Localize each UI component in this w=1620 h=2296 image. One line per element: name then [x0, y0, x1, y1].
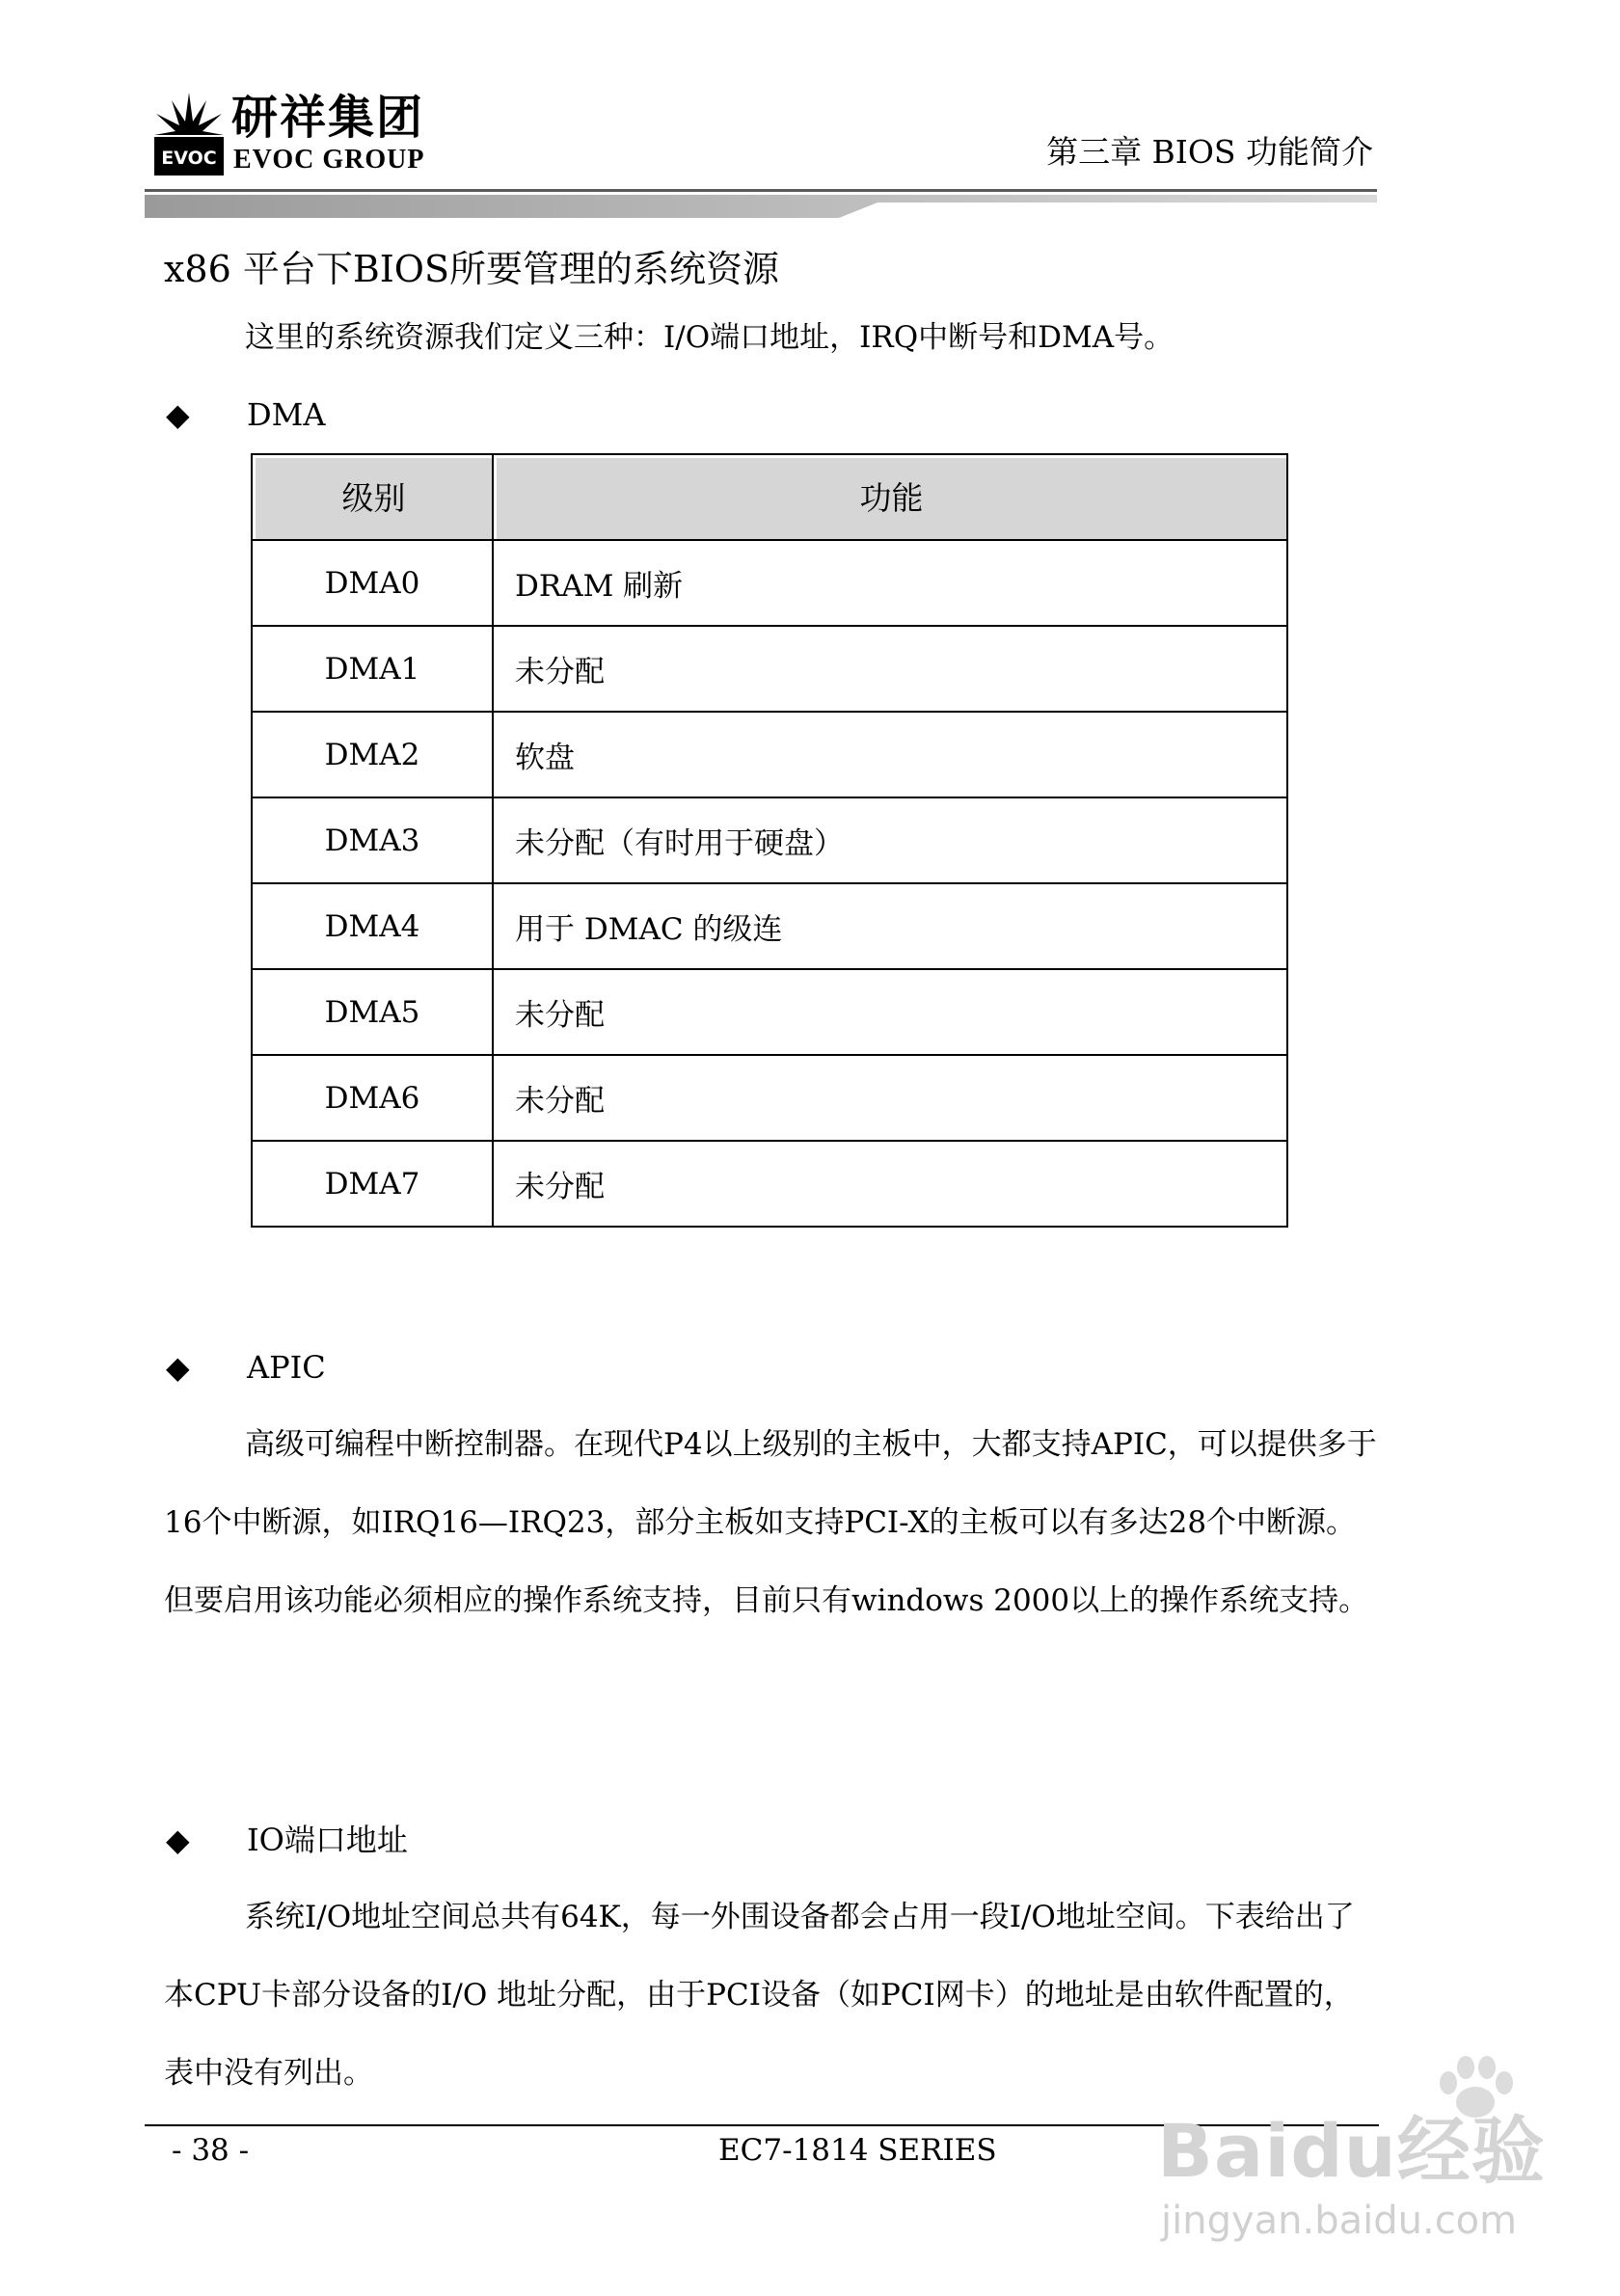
bullet-apic	[166, 1348, 326, 1387]
intro-paragraph: 这里的系统资源我们定义三种：I/O端口地址，IRQ中断号和DMA号。	[245, 320, 1174, 355]
bullet-label: DMA	[247, 396, 326, 433]
table-row	[252, 883, 1287, 969]
dma-table	[251, 453, 1288, 1228]
cell-function: 未分配	[493, 1141, 1287, 1227]
section-title: x86 平台下BIOS所要管理的系统资源	[164, 248, 779, 290]
bullet-label: IO端口地址	[247, 1822, 408, 1858]
page-number: - 38 -	[172, 2133, 250, 2168]
cell-function: 软盘	[493, 712, 1287, 797]
cell-level: DMA6	[252, 1055, 493, 1141]
table-row	[252, 969, 1287, 1055]
evoc-logo-mark-icon	[154, 93, 224, 176]
evoc-logo	[154, 93, 444, 176]
header-level: 级别	[252, 454, 493, 540]
bullet-label: APIC	[247, 1349, 326, 1386]
cell-level: DMA3	[252, 797, 493, 883]
cell-level: DMA0	[252, 540, 493, 626]
cell-level: DMA7	[252, 1141, 493, 1227]
cell-function: 未分配	[493, 1055, 1287, 1141]
table-header-row	[252, 454, 1287, 540]
table-row	[252, 712, 1287, 797]
header-function: 功能	[493, 454, 1287, 540]
cell-function: 用于 DMAC 的级连	[493, 883, 1287, 969]
bullet-io-port	[166, 1821, 408, 1859]
cell-level: DMA5	[252, 969, 493, 1055]
table-row	[252, 540, 1287, 626]
watermark-main-text: Baidu经验	[1157, 2108, 1546, 2194]
cell-level: DMA4	[252, 883, 493, 969]
cell-function: DRAM 刷新	[493, 540, 1287, 626]
diamond-bullet-icon: ◆	[166, 396, 190, 433]
apic-paragraph: 高级可编程中断控制器。在现代P4以上级别的主板中，大都支持APIC，可以提供多于16个中断源，如IRQ16—IRQ23，部分主板如支持PCI-X的主板可以有多达28个中断源。但要启用该功能必须相应的操作系统支持，目前只有windows 2000以上的操作系统支持。	[164, 1427, 1377, 1618]
cell-function: 未分配	[493, 626, 1287, 712]
bullet-dma	[166, 395, 326, 434]
chapter-title: 第三章 BIOS 功能简介	[1046, 133, 1373, 171]
cell-level: DMA2	[252, 712, 493, 797]
table-row	[252, 1141, 1287, 1227]
logo-english-name: EVOC GROUP	[233, 145, 425, 175]
baidu-watermark	[1138, 2054, 1562, 2266]
table-row	[252, 626, 1287, 712]
logo-chinese-name: 研祥集团	[231, 91, 425, 145]
header-rule	[145, 189, 1377, 224]
diamond-bullet-icon: ◆	[166, 1822, 190, 1858]
product-series: EC7-1814 SERIES	[718, 2133, 997, 2168]
watermark-url: jingyan.baidu.com	[1161, 2199, 1518, 2243]
logo-mark-text: EVOC	[161, 148, 217, 169]
table-row	[252, 1055, 1287, 1141]
cell-function: 未分配	[493, 969, 1287, 1055]
table-row	[252, 797, 1287, 883]
cell-function: 未分配（有时用于硬盘）	[493, 797, 1287, 883]
diamond-bullet-icon: ◆	[166, 1349, 190, 1386]
cell-level: DMA1	[252, 626, 493, 712]
io-paragraph: 系统I/O地址空间总共有64K，每一外围设备都会占用一段I/O地址空间。下表给出了本CPU卡部分设备的I/O 地址分配，由于PCI设备（如PCI网卡）的地址是由软件配置的，表中没有列出。	[164, 1900, 1355, 2091]
